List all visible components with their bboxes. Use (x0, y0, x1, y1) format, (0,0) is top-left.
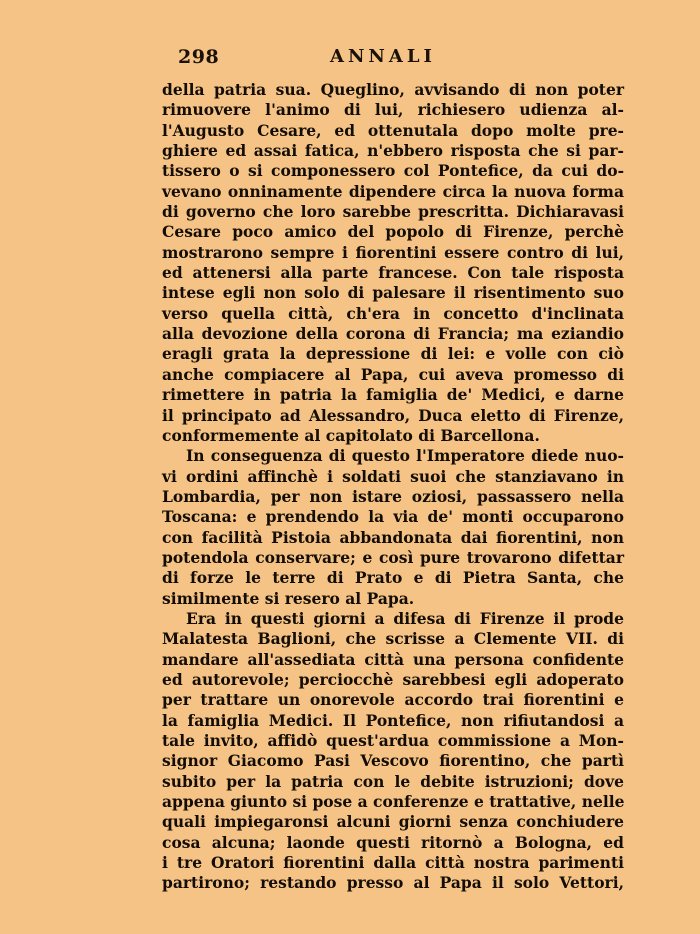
text-line: ghiere ed assai fatica, n'ebbero risposta che si par- (162, 141, 624, 161)
text-line: ed attenersi alla parte francese. Con tale risposta (162, 263, 624, 283)
text-line: verso quella città, ch'era in concetto d'inclinata (162, 303, 624, 323)
text-line: alla devozione della corona di Francia; ma eziandio (162, 324, 624, 344)
text-line: vi ordini affinchè i soldati suoi che stanziavano in (162, 466, 624, 486)
text-line: cosa alcuna; laonde questi ritornò a Bologna, ed (162, 832, 624, 852)
page-header (178, 46, 624, 74)
text-line: appena giunto si pose a conferenze e trattative, nelle (162, 792, 625, 812)
text-line: i tre Oratori fiorentini dalla città nostra parimenti (162, 853, 624, 873)
text-line: intese egli non solo di palesare il risentimento suo (162, 283, 624, 303)
text-line: di forze le terre di Prato e di Pietra Santa, che (162, 568, 624, 588)
text-line: Lombardia, per non istare oziosi, passassero nella (162, 486, 624, 506)
text-line: di governo che loro sarebbe prescritta. Dichiaravasi (162, 202, 624, 222)
text-line: conformemente al capitolato di Barcellona. (162, 425, 540, 445)
text-line: mandare all'assediata città una persona confidente (162, 649, 624, 669)
text-line: la famiglia Medici. Il Pontefice, non rifiutandosi a (162, 710, 624, 730)
text-line: In conseguenza di questo l'Imperatore diede nuo- (186, 446, 624, 466)
text-line: quali impiegaronsi alcuni giorni senza conchiudere (162, 812, 624, 832)
text-line: con facilità Pistoia abbandonata dai fiorentini, non (162, 527, 624, 547)
text-line: Cesare poco amico del popolo di Firenze, perchè (162, 222, 624, 242)
text-line: tale invito, affidò quest'ardua commissione a Mon- (162, 731, 624, 750)
body-text (162, 80, 624, 894)
text-line: partirono; restando presso al Papa il solo Vettori, (162, 873, 624, 893)
text-line: l'Augusto Cesare, ed ottenutala dopo molte pre- (162, 120, 624, 140)
running-title: ANNALI (330, 46, 436, 67)
text-line: potendola conservare; e così pure trovarono difettar (162, 547, 624, 567)
text-line: signor Giacomo Pasi Vescovo fiorentino, che partì (162, 751, 624, 771)
text-line: Toscana: e prendendo la via de' monti occuparono (162, 507, 624, 527)
text-line: della patria sua. Queglino, avvisando di non poter (162, 80, 624, 99)
text-line: Malatesta Baglioni, che scrisse a Clemente VII. di (162, 629, 624, 649)
page-number: 298 (178, 46, 220, 68)
text-line: rimettere in patria la famiglia de' Medici, e darne (162, 385, 624, 405)
text-line: subito per la patria con le debite istruzioni; dove (162, 771, 624, 791)
text-line: rimuovere l'animo di lui, richiesero udienza al- (162, 100, 624, 120)
text-line: vevano onninamente dipendere circa la nuova forma (162, 181, 624, 201)
text-line: ed autorevole; perciocchè sarebbesi egli adoperato (162, 669, 624, 689)
text-line: mostrarono sempre i fiorentini essere contro di lui, (162, 242, 624, 262)
text-line: Era in questi giorni a difesa di Firenze il prode (186, 608, 624, 628)
text-line: similmente si resero al Papa. (162, 588, 415, 608)
text-line: per trattare un onorevole accordo trai fiorentini e (162, 690, 624, 710)
text-line: eragli grata la depressione di lei: e volle con ciò (162, 344, 624, 364)
text-line: anche compiacere al Papa, cui aveva promesso di (162, 364, 624, 384)
text-line: il principato ad Alessandro, Duca eletto di Firenze, (162, 405, 624, 425)
text-line: tissero o si componessero col Pontefice, da cui do- (162, 161, 624, 181)
